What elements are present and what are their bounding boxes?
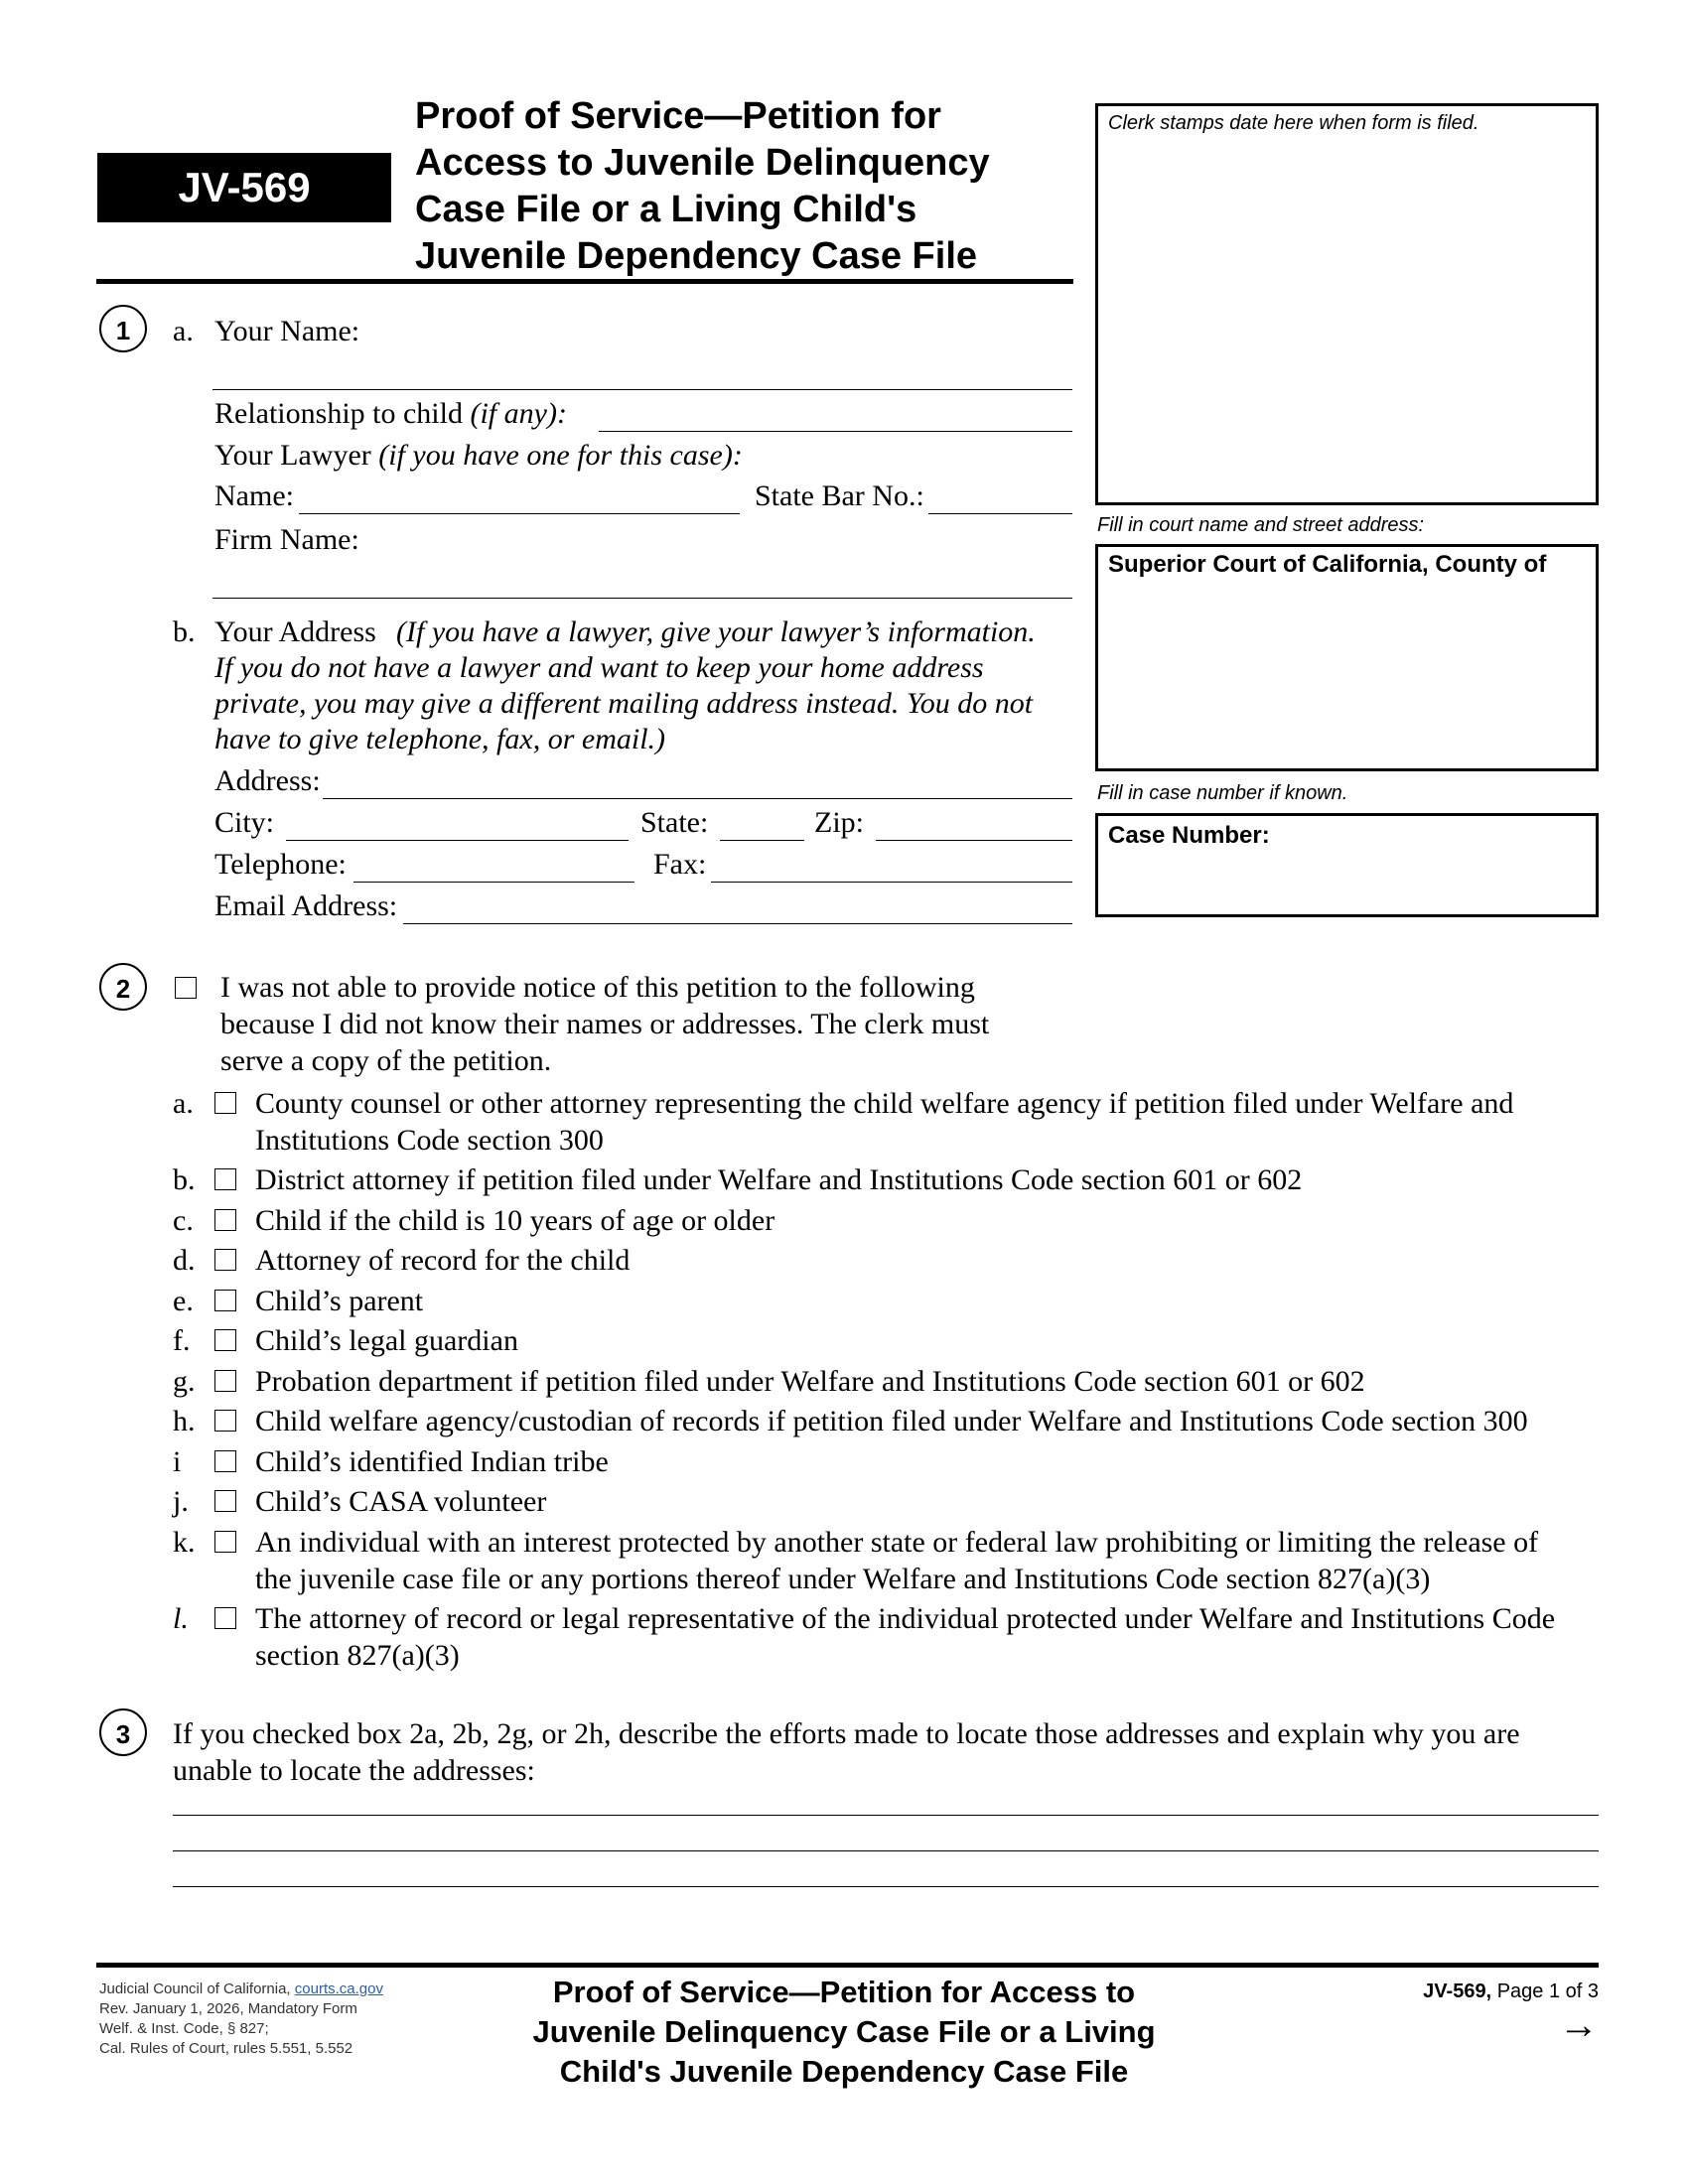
section-2-number: 2	[99, 963, 147, 1011]
item-2-letter: e.	[173, 1285, 194, 1317]
lawyer-name-field[interactable]	[299, 479, 740, 514]
footer-left-line: Welf. & Inst. Code, § 827;	[99, 2020, 269, 2037]
telephone-label: Telephone:	[214, 848, 347, 881]
address-hint-line: have to give telephone, fax, or email.)	[214, 723, 666, 755]
form-title-line: Access to Juvenile Delinquency	[415, 142, 990, 184]
item-2-letter: h.	[173, 1405, 196, 1437]
address-label: Address:	[214, 764, 321, 797]
item-2-text: Child if the child is 10 years of age or older	[255, 1204, 775, 1237]
form-title-line: Juvenile Dependency Case File	[415, 235, 978, 277]
form-title	[415, 93, 990, 280]
item-2g-checkbox[interactable]	[214, 1370, 236, 1392]
case-number-box[interactable]	[1095, 813, 1599, 917]
item-1a-letter: a.	[173, 315, 194, 347]
footer-left-line	[99, 1979, 383, 1999]
item-2-letter: f.	[173, 1324, 191, 1357]
your-name-label: Your Name:	[214, 315, 360, 347]
footer-left-line: Rev. January 1, 2026, Mandatory Form	[99, 2000, 357, 2017]
item-2-text: Institutions Code section 300	[255, 1124, 604, 1157]
item-1b-letter: b.	[173, 615, 196, 648]
item-2-text: Child’s parent	[255, 1285, 424, 1317]
email-label: Email Address:	[214, 889, 398, 922]
footer-title	[447, 1973, 1241, 2092]
fax-field[interactable]	[711, 848, 1072, 883]
court-note: Fill in court name and street address:	[1097, 514, 1425, 536]
relationship-field[interactable]	[599, 397, 1072, 432]
telephone-field[interactable]	[353, 848, 634, 883]
footer-left-line: Cal. Rules of Court, rules 5.551, 5.552	[99, 2040, 353, 2057]
email-field[interactable]	[403, 889, 1072, 924]
relationship-label	[214, 396, 567, 432]
item-2l-checkbox[interactable]	[214, 1607, 236, 1629]
item-2-text: Child’s CASA volunteer	[255, 1485, 547, 1518]
footer-page-number: Page 1 of 3	[1496, 1980, 1599, 2002]
form-title-line: Proof of Service—Petition for	[415, 95, 941, 137]
item-2-text: the juvenile case file or any portions thereof under Welfare and Institutions Code section 827(a)(3)	[255, 1563, 1431, 1595]
item-2-text: Probation department if petition filed under Welfare and Institutions Code section 601 or 602	[255, 1365, 1365, 1398]
footer-council: Judicial Council of California,	[99, 1980, 291, 1997]
zip-field[interactable]	[876, 806, 1072, 841]
item-2e-checkbox[interactable]	[214, 1290, 236, 1311]
firm-name-field[interactable]	[212, 564, 1072, 599]
section-2-intro-line: I was not able to provide notice of this petition to the following	[220, 971, 975, 1004]
address-field[interactable]	[323, 764, 1072, 799]
form-title-line: Case File or a Living Child's	[415, 189, 917, 230]
state-label: State:	[640, 806, 709, 839]
clerk-stamp-box	[1095, 103, 1599, 505]
footer-left	[99, 1979, 383, 2059]
footer-title-line: Proof of Service—Petition for Access to	[552, 1975, 1136, 2009]
your-lawyer-hint: (if you have one for this case):	[378, 439, 743, 472]
efforts-line[interactable]	[173, 1815, 1599, 1816]
relationship-hint: (if any):	[470, 397, 567, 430]
item-2-text: The attorney of record or legal representative of the individual protected under Welfare and Institutions Code	[255, 1602, 1556, 1635]
clerk-stamp-note: Clerk stamps date here when form is filed.	[1108, 112, 1479, 134]
zip-label: Zip:	[814, 806, 864, 839]
item-2k-checkbox[interactable]	[214, 1531, 236, 1553]
footer-page-info	[1370, 1979, 1599, 2003]
item-2a-checkbox[interactable]	[214, 1092, 236, 1114]
item-2-letter: c.	[173, 1204, 194, 1237]
section-2-checkbox[interactable]	[175, 977, 197, 999]
court-name-box[interactable]	[1095, 544, 1599, 771]
section-3-text: If you checked box 2a, 2b, 2g, or 2h, describe the efforts made to locate those addresses and explain why you are	[173, 1717, 1520, 1750]
your-lawyer-text: Your Lawyer	[214, 439, 371, 472]
relationship-text: Relationship to child	[214, 397, 463, 430]
item-2d-checkbox[interactable]	[214, 1249, 236, 1271]
item-2-letter: g.	[173, 1365, 196, 1398]
section-2-intro-line: because I did not know their names or addresses. The clerk must	[220, 1008, 990, 1040]
item-2-letter: j.	[173, 1485, 189, 1518]
section-3-number: 3	[99, 1708, 147, 1756]
your-lawyer-label	[214, 438, 743, 474]
state-bar-field[interactable]	[928, 479, 1072, 514]
item-2f-checkbox[interactable]	[214, 1329, 236, 1351]
item-2-letter: d.	[173, 1244, 196, 1277]
state-bar-label: State Bar No.:	[755, 479, 924, 512]
item-2-letter: l.	[173, 1602, 189, 1635]
item-2-text: County counsel or other attorney representing the child welfare agency if petition filed under Welfare and	[255, 1087, 1514, 1120]
section-2-intro-line: serve a copy of the petition.	[220, 1044, 552, 1077]
footer-title-line: Child's Juvenile Dependency Case File	[559, 2054, 1129, 2089]
city-label: City:	[214, 806, 275, 839]
courts-link[interactable]: courts.ca.gov	[294, 1980, 383, 1997]
footer-form-id: JV-569,	[1423, 1980, 1492, 2002]
item-2-text: Child welfare agency/custodian of records if petition filed under Welfare and Institutions Code section 300	[255, 1405, 1528, 1437]
form-number-badge: JV-569	[97, 153, 391, 222]
section-3-text: unable to locate the addresses:	[173, 1754, 535, 1787]
item-2-text: District attorney if petition filed under Welfare and Institutions Code section 601 or 602	[255, 1163, 1303, 1196]
item-2-letter: a.	[173, 1087, 194, 1120]
fax-label: Fax:	[653, 848, 707, 881]
footer-rule	[96, 1963, 1599, 1968]
item-2-text: Child’s identified Indian tribe	[255, 1445, 609, 1478]
header-rule	[96, 279, 1073, 284]
address-hint-line: private, you may give a different mailing address instead. You do not	[214, 687, 1034, 720]
city-field[interactable]	[286, 806, 629, 841]
lawyer-name-label: Name:	[214, 479, 294, 512]
section-1-number: 1	[99, 305, 147, 352]
item-2-text: section 827(a)(3)	[255, 1639, 460, 1672]
item-2i-checkbox[interactable]	[214, 1450, 236, 1472]
item-2c-checkbox[interactable]	[214, 1209, 236, 1231]
efforts-line[interactable]	[173, 1886, 1599, 1887]
address-hint-line: (If you have a lawyer, give your lawyer’s information.	[396, 615, 1036, 648]
firm-name-label: Firm Name:	[214, 523, 359, 556]
item-2-letter: b.	[173, 1163, 196, 1196]
footer-title-line: Juvenile Delinquency Case File or a Living	[532, 2014, 1156, 2049]
state-field[interactable]	[720, 806, 804, 841]
item-2-letter: i	[173, 1445, 182, 1478]
address-hint-line: If you do not have a lawyer and want to keep your home address	[214, 651, 984, 684]
case-note: Fill in case number if known.	[1097, 782, 1348, 804]
efforts-line[interactable]	[173, 1850, 1599, 1851]
your-name-field[interactable]	[212, 355, 1072, 390]
item-2j-checkbox[interactable]	[214, 1490, 236, 1512]
case-number-label: Case Number:	[1108, 822, 1270, 849]
item-2b-checkbox[interactable]	[214, 1168, 236, 1190]
item-2-letter: k.	[173, 1526, 196, 1559]
court-name: Superior Court of California, County of	[1108, 551, 1547, 578]
your-address-label: Your Address	[214, 615, 376, 648]
item-2-text: Child’s legal guardian	[255, 1324, 518, 1357]
item-2h-checkbox[interactable]	[214, 1410, 236, 1432]
item-2-text: Attorney of record for the child	[255, 1244, 631, 1277]
next-page-arrow-icon[interactable]: →	[1559, 2003, 1599, 2047]
item-2-text: An individual with an interest protected by another state or federal law prohibiting or limiting the release of	[255, 1526, 1539, 1559]
